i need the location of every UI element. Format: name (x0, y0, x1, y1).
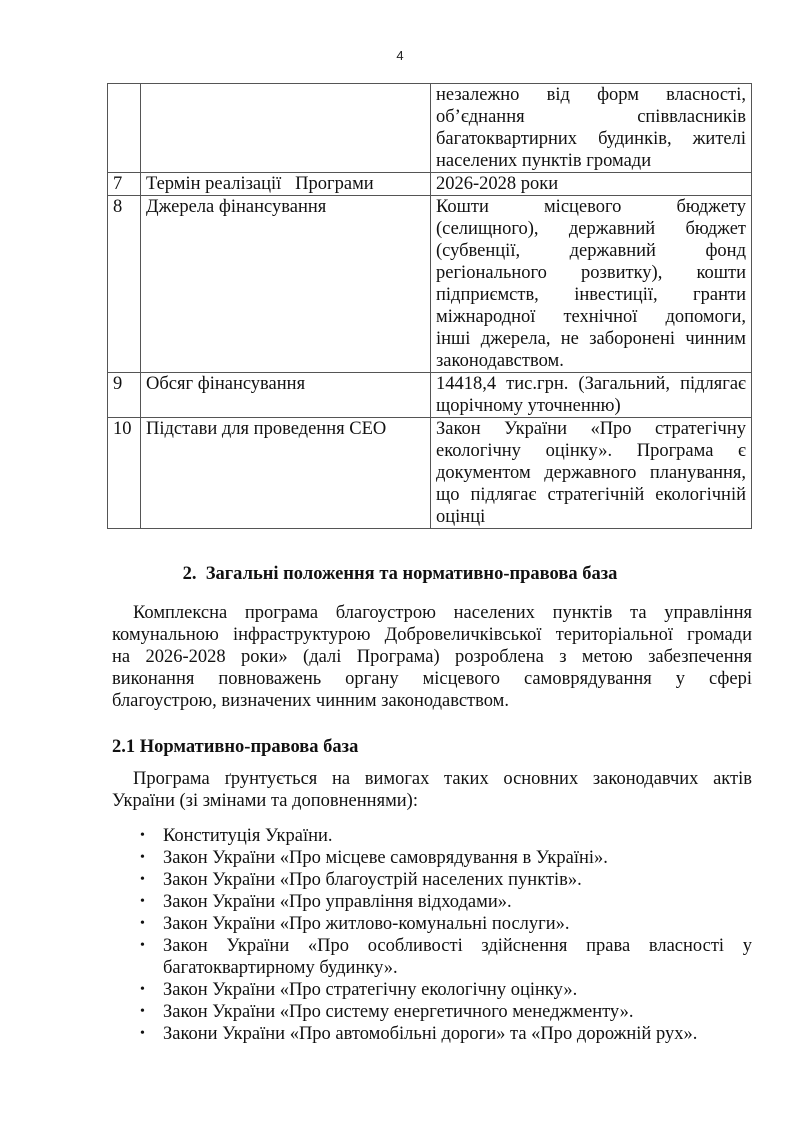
list-item-text: Закон України «Про стратегічну екологічну оцінку». (163, 980, 578, 1000)
list-item (112, 825, 752, 847)
table-row (108, 373, 752, 418)
value-line: 14418,4 тис.грн. (Загальний, підлягає (436, 374, 746, 394)
row-number: 10 (108, 418, 141, 529)
row-label: Джерела фінансування (141, 196, 431, 373)
value-line: оцінці (436, 507, 486, 527)
row-number (108, 84, 141, 173)
paragraph-line: Програма ґрунтується на вимогах таких основних законодавчих актів (133, 769, 752, 789)
value-line: документом державного планування, (436, 463, 746, 483)
list-item (112, 935, 752, 979)
row-number: 7 (108, 173, 141, 196)
list-item-text: Закон України «Про житлово-комунальні послуги». (163, 914, 570, 934)
value-line: міжнародної технічної допомоги, (436, 307, 746, 327)
paragraph-line: України (зі змінами та доповненнями): (112, 791, 418, 811)
list-item (112, 1001, 752, 1023)
value-line: підприємств, інвестиції, гранти (436, 285, 746, 305)
value-line: (субвенції, державний фонд (436, 241, 746, 261)
paragraph-line: виконання повноважень органу місцевого самоврядування у сфері (112, 669, 752, 689)
value-line: інші джерела, не заборонені чинним (436, 329, 746, 349)
value-line: об’єднання співвласників (436, 107, 746, 127)
row-value (431, 373, 752, 418)
list-item (112, 891, 752, 913)
bullet-icon: • (140, 982, 145, 997)
bullet-icon: • (140, 1026, 145, 1041)
value-line: що підлягає стратегічній екологічній (436, 485, 746, 505)
subsection-intro-paragraph (112, 768, 752, 812)
value-line: населених пунктів громади (436, 151, 652, 171)
list-item-text: Закон України «Про особливості здійснення права власності у (163, 936, 752, 956)
list-item (112, 979, 752, 1001)
subsection-title: 2.1 Нормативно-правова база (112, 737, 359, 757)
list-item-text: багатоквартирному будинку». (163, 958, 398, 978)
row-number: 8 (108, 196, 141, 373)
bullet-icon: • (140, 828, 145, 843)
row-value (431, 418, 752, 529)
value-line: (селищного), державний бюджет (436, 219, 746, 239)
list-item-text: Закон України «Про благоустрій населених пунктів». (163, 870, 582, 890)
list-item (112, 869, 752, 891)
value-line: щорічному уточненню) (436, 396, 621, 416)
value-line: багатоквартирних будинків, жителі (436, 129, 746, 149)
bullet-icon: • (140, 872, 145, 887)
list-item-text: Закон України «Про місцеве самоврядування в Україні». (163, 848, 608, 868)
bullet-icon: • (140, 850, 145, 865)
bullet-icon: • (140, 1004, 145, 1019)
program-passport-table (107, 83, 752, 529)
value-line: законодавством. (436, 351, 564, 371)
list-item-text: Закони України «Про автомобільні дороги» та «Про дорожній рух». (163, 1024, 698, 1044)
list-item (112, 913, 752, 935)
value-line: Кошти місцевого бюджету (436, 197, 746, 217)
table-row (108, 173, 752, 196)
row-value (431, 196, 752, 373)
value-line: Закон України «Про стратегічну (436, 419, 746, 439)
page-number: 4 (396, 48, 404, 63)
value-line: незалежно від форм власності, (436, 85, 746, 105)
section-title: 2. Загальні положення та нормативно-правова база (182, 564, 618, 584)
row-value (431, 173, 752, 196)
table-row (108, 84, 752, 173)
list-item-text: Закон України «Про управління відходами». (163, 892, 512, 912)
table-row (108, 196, 752, 373)
list-item (112, 1023, 752, 1045)
row-label (141, 84, 431, 173)
paragraph-line: на 2026-2028 роки» (далі Програма) розроблена з метою забезпечення (112, 647, 752, 667)
value-line: 2026-2028 роки (436, 174, 559, 194)
list-item-text: Закон України «Про систему енергетичного менеджменту». (163, 1002, 634, 1022)
value-line: екологічну оцінку». Програма є (436, 441, 746, 461)
row-label: Термін реалізації Програми (141, 173, 431, 196)
paragraph-line: Комплексна програма благоустрою населених пунктів та управління (133, 603, 752, 623)
section-intro-paragraph (112, 602, 752, 712)
bullet-icon: • (140, 894, 145, 909)
value-line: регіонального розвитку), кошти (436, 263, 746, 283)
row-number: 9 (108, 373, 141, 418)
list-item-text: Конституція України. (163, 826, 333, 846)
paragraph-line: комунальною інфраструктурою Добровеличківської територіальної громади (112, 625, 752, 645)
row-label: Підстави для проведення СЕО (141, 418, 431, 529)
row-label: Обсяг фінансування (141, 373, 431, 418)
bullet-icon: • (140, 938, 145, 953)
bullet-icon: • (140, 916, 145, 931)
paragraph-line: благоустрою, визначених чинним законодавством. (112, 691, 509, 711)
legislation-list (112, 825, 752, 1045)
table-row (108, 418, 752, 529)
row-value (431, 84, 752, 173)
list-item (112, 847, 752, 869)
